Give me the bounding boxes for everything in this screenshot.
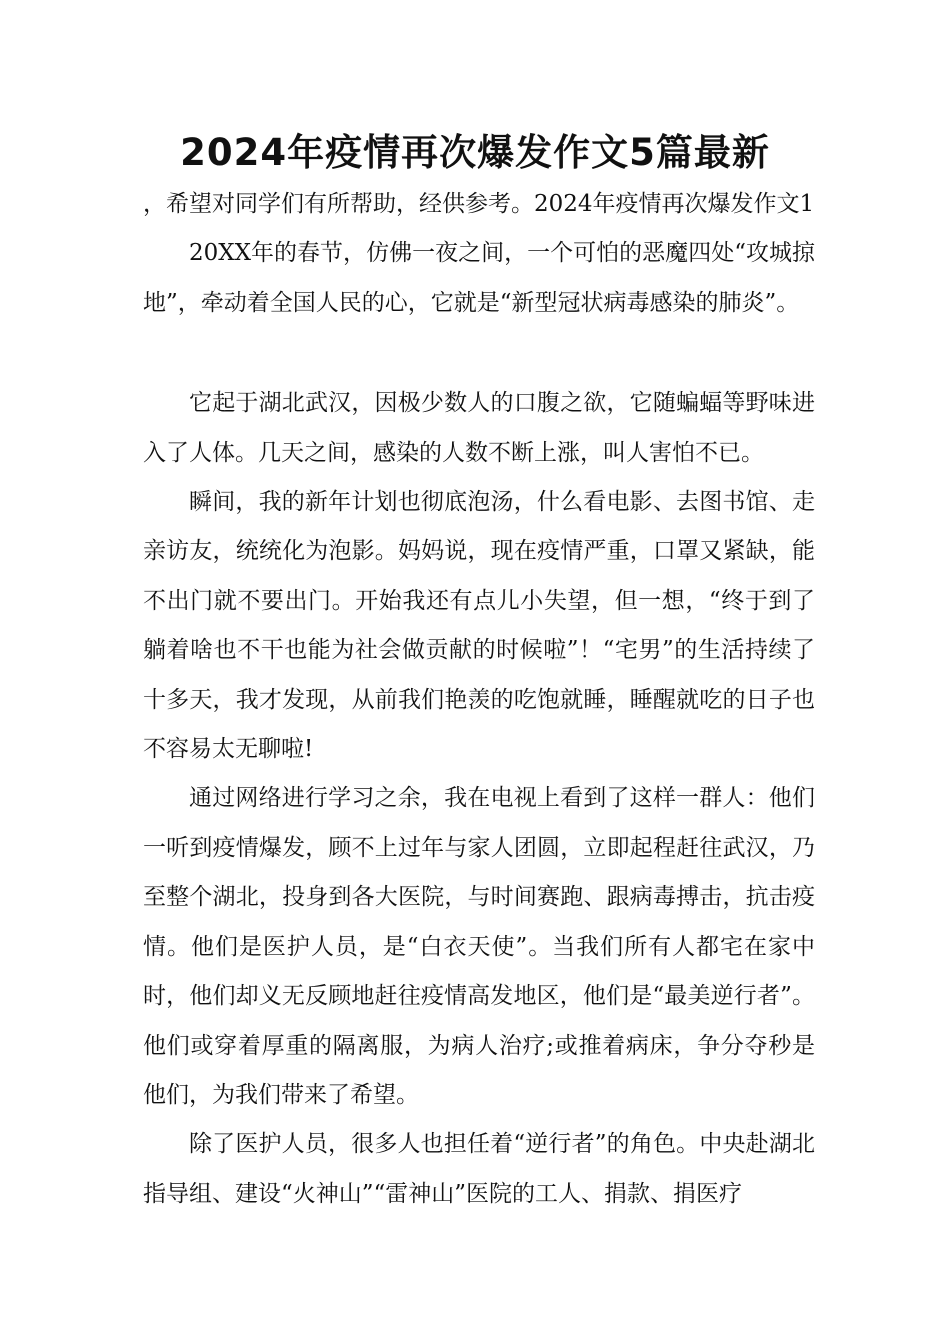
paragraph-spring-festival: 20XX年的春节，仿佛一夜之间，一个可怕的恶魔四处“攻城掠地”，牵动着全国人民的心，它就是“新型冠状病毒感染的肺炎”。: [143, 240, 815, 316]
document-title: 2024年疫情再次爆发作文5篇最新: [180, 131, 770, 174]
document-body: [143, 180, 815, 1219]
paragraph-gap: [143, 328, 815, 379]
paragraph-other-volunteers: 除了医护人员，很多人也担任着“逆行者”的角色。中央赴湖北指导组、建设“火神山”“雷神山”医院的工人、捐款、捐医疗: [143, 1131, 815, 1207]
intro-paragraph: ，希望对同学们有所帮助，经供参考。2024年疫情再次爆发作文1: [143, 191, 815, 217]
paragraph-medical-workers: 通过网络进行学习之余，我在电视上看到了这样一群人：他们一听到疫情爆发，顾不上过年与家人团圆，立即起程赶往武汉，乃至整个湖北，投身到各大医院，与时间赛跑、跟病毒搏击，抗击疫情。他们是医护人员，是“白衣天使”。当我们所有人都宅在家中时，他们却义无反顾地赶往疫情高发地区，他们是“最美逆行者”。他们或穿着厚重的隔离服，为病人治疗;或推着病床，争分夺秒是他们，为我们带来了希望。: [143, 785, 815, 1108]
paragraph-new-year-plans: 瞬间，我的新年计划也彻底泡汤，什么看电影、去图书馆、走亲访友，统统化为泡影。妈妈说，现在疫情严重，口罩又紧缺，能不出门就不要出门。开始我还有点儿小失望，但一想，“终于到了躺着啥也不干也能为社会做贡献的时候啦”！“宅男”的生活持续了十多天，我才发现，从前我们艳羡的吃饱就睡，睡醒就吃的日子也不容易太无聊啦!: [143, 489, 815, 763]
paragraph-wuhan-origin: 它起于湖北武汉，因极少数人的口腹之欲，它随蝙蝠等野味进入了人体。几天之间，感染的人数不断上涨，叫人害怕不已。: [143, 390, 815, 466]
